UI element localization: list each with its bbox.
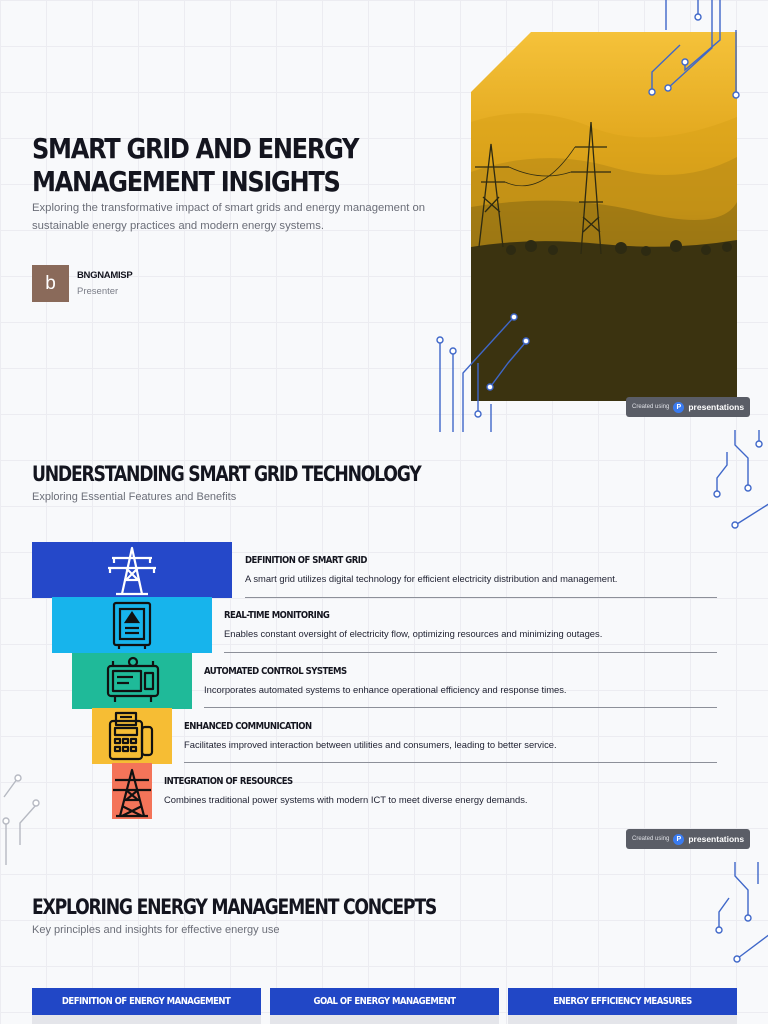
circuit-decoration-icon xyxy=(640,0,740,100)
card-body xyxy=(508,1015,737,1024)
step-title-communication: ENHANCED COMMUNICATION xyxy=(184,721,312,732)
badge-brand-text: presentations xyxy=(688,834,745,844)
step-text-automated: Incorporates automated systems to enhance operational efficiency and response times. xyxy=(204,684,567,695)
presenter-name: BNGNAMISP xyxy=(77,270,133,281)
divider xyxy=(204,707,717,708)
created-with-badge[interactable] xyxy=(626,829,750,849)
created-with-badge[interactable] xyxy=(626,397,750,417)
card-label: DEFINITION OF ENERGY MANAGEMENT xyxy=(62,996,231,1007)
card-body xyxy=(270,1015,499,1024)
divider xyxy=(224,652,717,653)
card-terminal-icon xyxy=(106,711,158,761)
slide3-subtitle: Key principles and insights for effective energy use xyxy=(32,924,280,936)
pylon-icon xyxy=(112,766,152,818)
slide2-subtitle: Exploring Essential Features and Benefits xyxy=(32,491,237,503)
circuit-decoration-icon xyxy=(710,862,768,962)
card-header-efficiency xyxy=(508,988,737,1015)
step-block-definition xyxy=(32,542,232,598)
badge-brand-text: presentations xyxy=(688,402,745,412)
avatar: b xyxy=(32,265,69,302)
presentations-logo-icon: P xyxy=(673,834,684,845)
step-block-monitoring xyxy=(52,597,212,653)
step-text-monitoring: Enables constant oversight of electricity flow, optimizing resources and minimizing outages. xyxy=(224,628,603,639)
slide3-title: EXPLORING ENERGY MANAGEMENT CONCEPTS xyxy=(32,895,437,919)
badge-created-text: Created using xyxy=(632,836,670,842)
step-title-automated: AUTOMATED CONTROL SYSTEMS xyxy=(204,666,347,677)
step-title-definition: DEFINITION OF SMART GRID xyxy=(245,555,367,566)
step-block-communication xyxy=(92,708,172,764)
badge-created-text: Created using xyxy=(632,404,670,410)
generator-icon xyxy=(105,656,161,706)
presenter-role: Presenter xyxy=(77,286,119,297)
slide1-subtitle: Exploring the transformative impact of smart grids and energy management on sustainable energy practices and modern energy systems. xyxy=(32,202,426,232)
card-label: ENERGY EFFICIENCY MEASURES xyxy=(553,996,692,1007)
divider xyxy=(184,762,717,763)
circuit-decoration-icon xyxy=(428,308,538,432)
card-body xyxy=(32,1015,261,1024)
electrical-panel-icon xyxy=(109,600,155,650)
circuit-decoration-icon xyxy=(705,430,768,530)
card-header-definition xyxy=(32,988,261,1015)
step-text-integration: Combines traditional power systems with modern ICT to meet diverse energy demands. xyxy=(164,794,528,805)
step-block-automated xyxy=(72,653,192,709)
presentations-logo-icon: P xyxy=(673,402,684,413)
step-title-integration: INTEGRATION OF RESOURCES xyxy=(164,776,293,787)
step-title-monitoring: REAL-TIME MONITORING xyxy=(224,610,330,621)
step-block-integration xyxy=(112,763,152,819)
circuit-decoration-icon xyxy=(0,775,50,867)
slide2-title: UNDERSTANDING SMART GRID TECHNOLOGY xyxy=(32,462,421,486)
slide1-title: SMART GRID AND ENERGY MANAGEMENT INSIGHTS xyxy=(32,132,359,198)
card-header-goal xyxy=(270,988,499,1015)
card-label: GOAL OF ENERGY MANAGEMENT xyxy=(313,996,456,1007)
step-text-communication: Facilitates improved interaction between utilities and consumers, leading to better service. xyxy=(184,739,557,750)
divider xyxy=(245,597,717,598)
transmission-tower-icon xyxy=(104,544,160,596)
step-text-definition: A smart grid utilizes digital technology for efficient electricity distribution and management. xyxy=(245,573,618,584)
